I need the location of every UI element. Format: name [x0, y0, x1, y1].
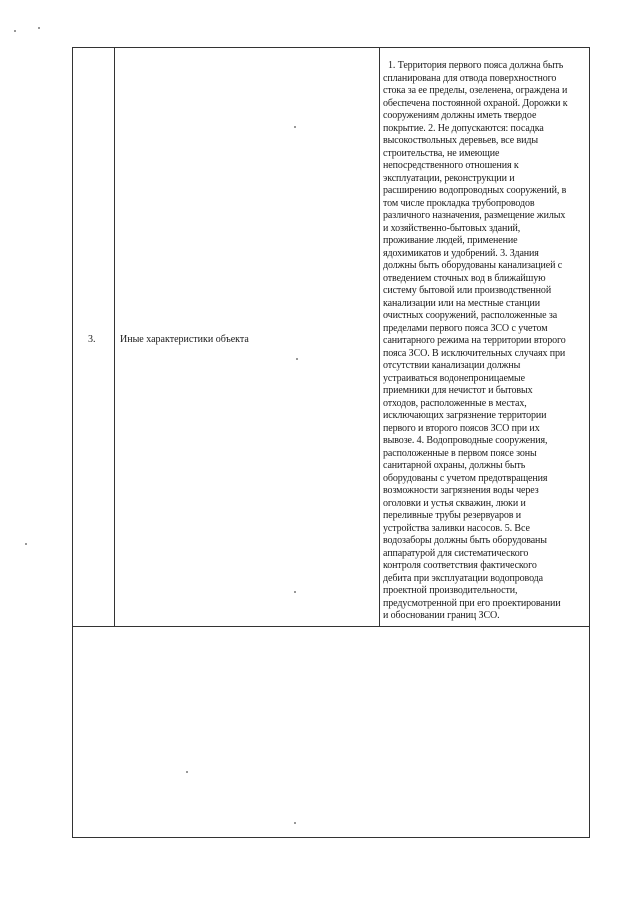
- value-line: расположенные в первом поясе зоны: [383, 447, 537, 459]
- value-line: вывозе. 4. Водопроводные сооружения,: [383, 435, 548, 446]
- value-line: различного назначения, размещение жилых: [383, 210, 566, 221]
- value-line: очистных сооружений, расположенные за: [383, 310, 558, 321]
- value-line: 1. Территория первого пояса должна быть: [388, 60, 564, 71]
- value-line: том числе прокладка трубопроводов: [383, 197, 535, 209]
- value-line: систему бытовой или производственной: [383, 285, 552, 296]
- value-line: проживание людей, применение: [383, 235, 518, 246]
- column-divider-value: [379, 47, 380, 627]
- value-line: обеспечена постоянной охраной. Дорожки к: [383, 97, 568, 109]
- value-line: отсутствии канализации должны: [383, 360, 521, 371]
- value-line: дебита при эксплуатации водопровода: [383, 572, 544, 584]
- value-line: строительства, не имеющие: [383, 147, 500, 159]
- value-line: устраиваться водонепроницаемые: [383, 372, 525, 384]
- scan-speck: [294, 126, 296, 128]
- value-line: расширению водопроводных сооружений, в: [383, 185, 567, 196]
- scan-speck: [186, 771, 188, 773]
- value-line: эксплуатации, реконструкции и: [383, 172, 515, 184]
- value-line: стока за ее пределы, озеленена, ограждена и: [383, 85, 568, 96]
- scan-speck: [296, 358, 298, 360]
- value-line: санитарной охраны, должны быть: [383, 460, 526, 471]
- scan-speck: [38, 27, 40, 29]
- row-number: 3.: [88, 334, 96, 345]
- value-line: оборудованы с учетом предотвращения: [383, 472, 548, 484]
- row-label: Иные характеристики объекта: [120, 334, 249, 345]
- value-line: и хозяйственно-бытовых зданий,: [383, 222, 521, 234]
- value-line: устройства заливки насосов. 5. Все: [383, 522, 530, 534]
- value-line: первого и второго поясов ЗСО при их: [383, 422, 540, 434]
- value-line: приемники для нечистот и бытовых: [383, 385, 533, 396]
- value-line: аппаратурой для систематического: [383, 547, 529, 559]
- scan-speck: [14, 30, 16, 32]
- value-line: спланирована для отвода поверхностного: [383, 72, 557, 84]
- value-line: возможности загрязнения воды через: [383, 485, 539, 496]
- value-line: сооружениям должны иметь твердое: [383, 110, 537, 121]
- scan-speck: [294, 591, 296, 593]
- value-line: покрытие. 2. Не допускаются: посадка: [383, 122, 544, 134]
- column-divider-number: [114, 47, 115, 627]
- value-line: отведением сточных вод в ближайшую: [383, 272, 546, 284]
- value-line: контроля соответствия фактического: [383, 560, 537, 571]
- value-line: канализации или на местные станции: [383, 297, 541, 309]
- value-line: отходов, расположенные в местах,: [383, 397, 527, 409]
- value-line: предусмотренной при его проектировании: [383, 597, 561, 609]
- value-line: пределами первого пояса ЗСО с учетом: [383, 322, 548, 334]
- value-line: переливные трубы резервуаров и: [383, 510, 522, 521]
- scan-speck: [294, 822, 296, 824]
- value-line: должны быть оборудованы канализацией с: [383, 260, 563, 271]
- value-line: ядохимикатов и удобрений. 3. Здания: [383, 247, 539, 259]
- scan-speck: [25, 543, 27, 545]
- value-line: оголовки и устья скважин, люки и: [383, 497, 526, 509]
- value-line: санитарного режима на территории второго: [383, 335, 566, 346]
- value-line: высокоствольных деревьев, все виды: [383, 135, 538, 146]
- value-line: проектной производительности,: [383, 585, 518, 596]
- value-line: непосредственного отношения к: [383, 160, 519, 171]
- row-divider: [72, 626, 590, 627]
- value-line: исключающих загрязнение территории: [383, 410, 547, 421]
- value-line: пояса ЗСО. В исключительных случаях при: [383, 347, 566, 359]
- value-line: водозаборы должны быть оборудованы: [383, 535, 547, 546]
- row-value-text: [383, 60, 587, 623]
- value-line: и обосновании границ ЗСО.: [383, 610, 500, 621]
